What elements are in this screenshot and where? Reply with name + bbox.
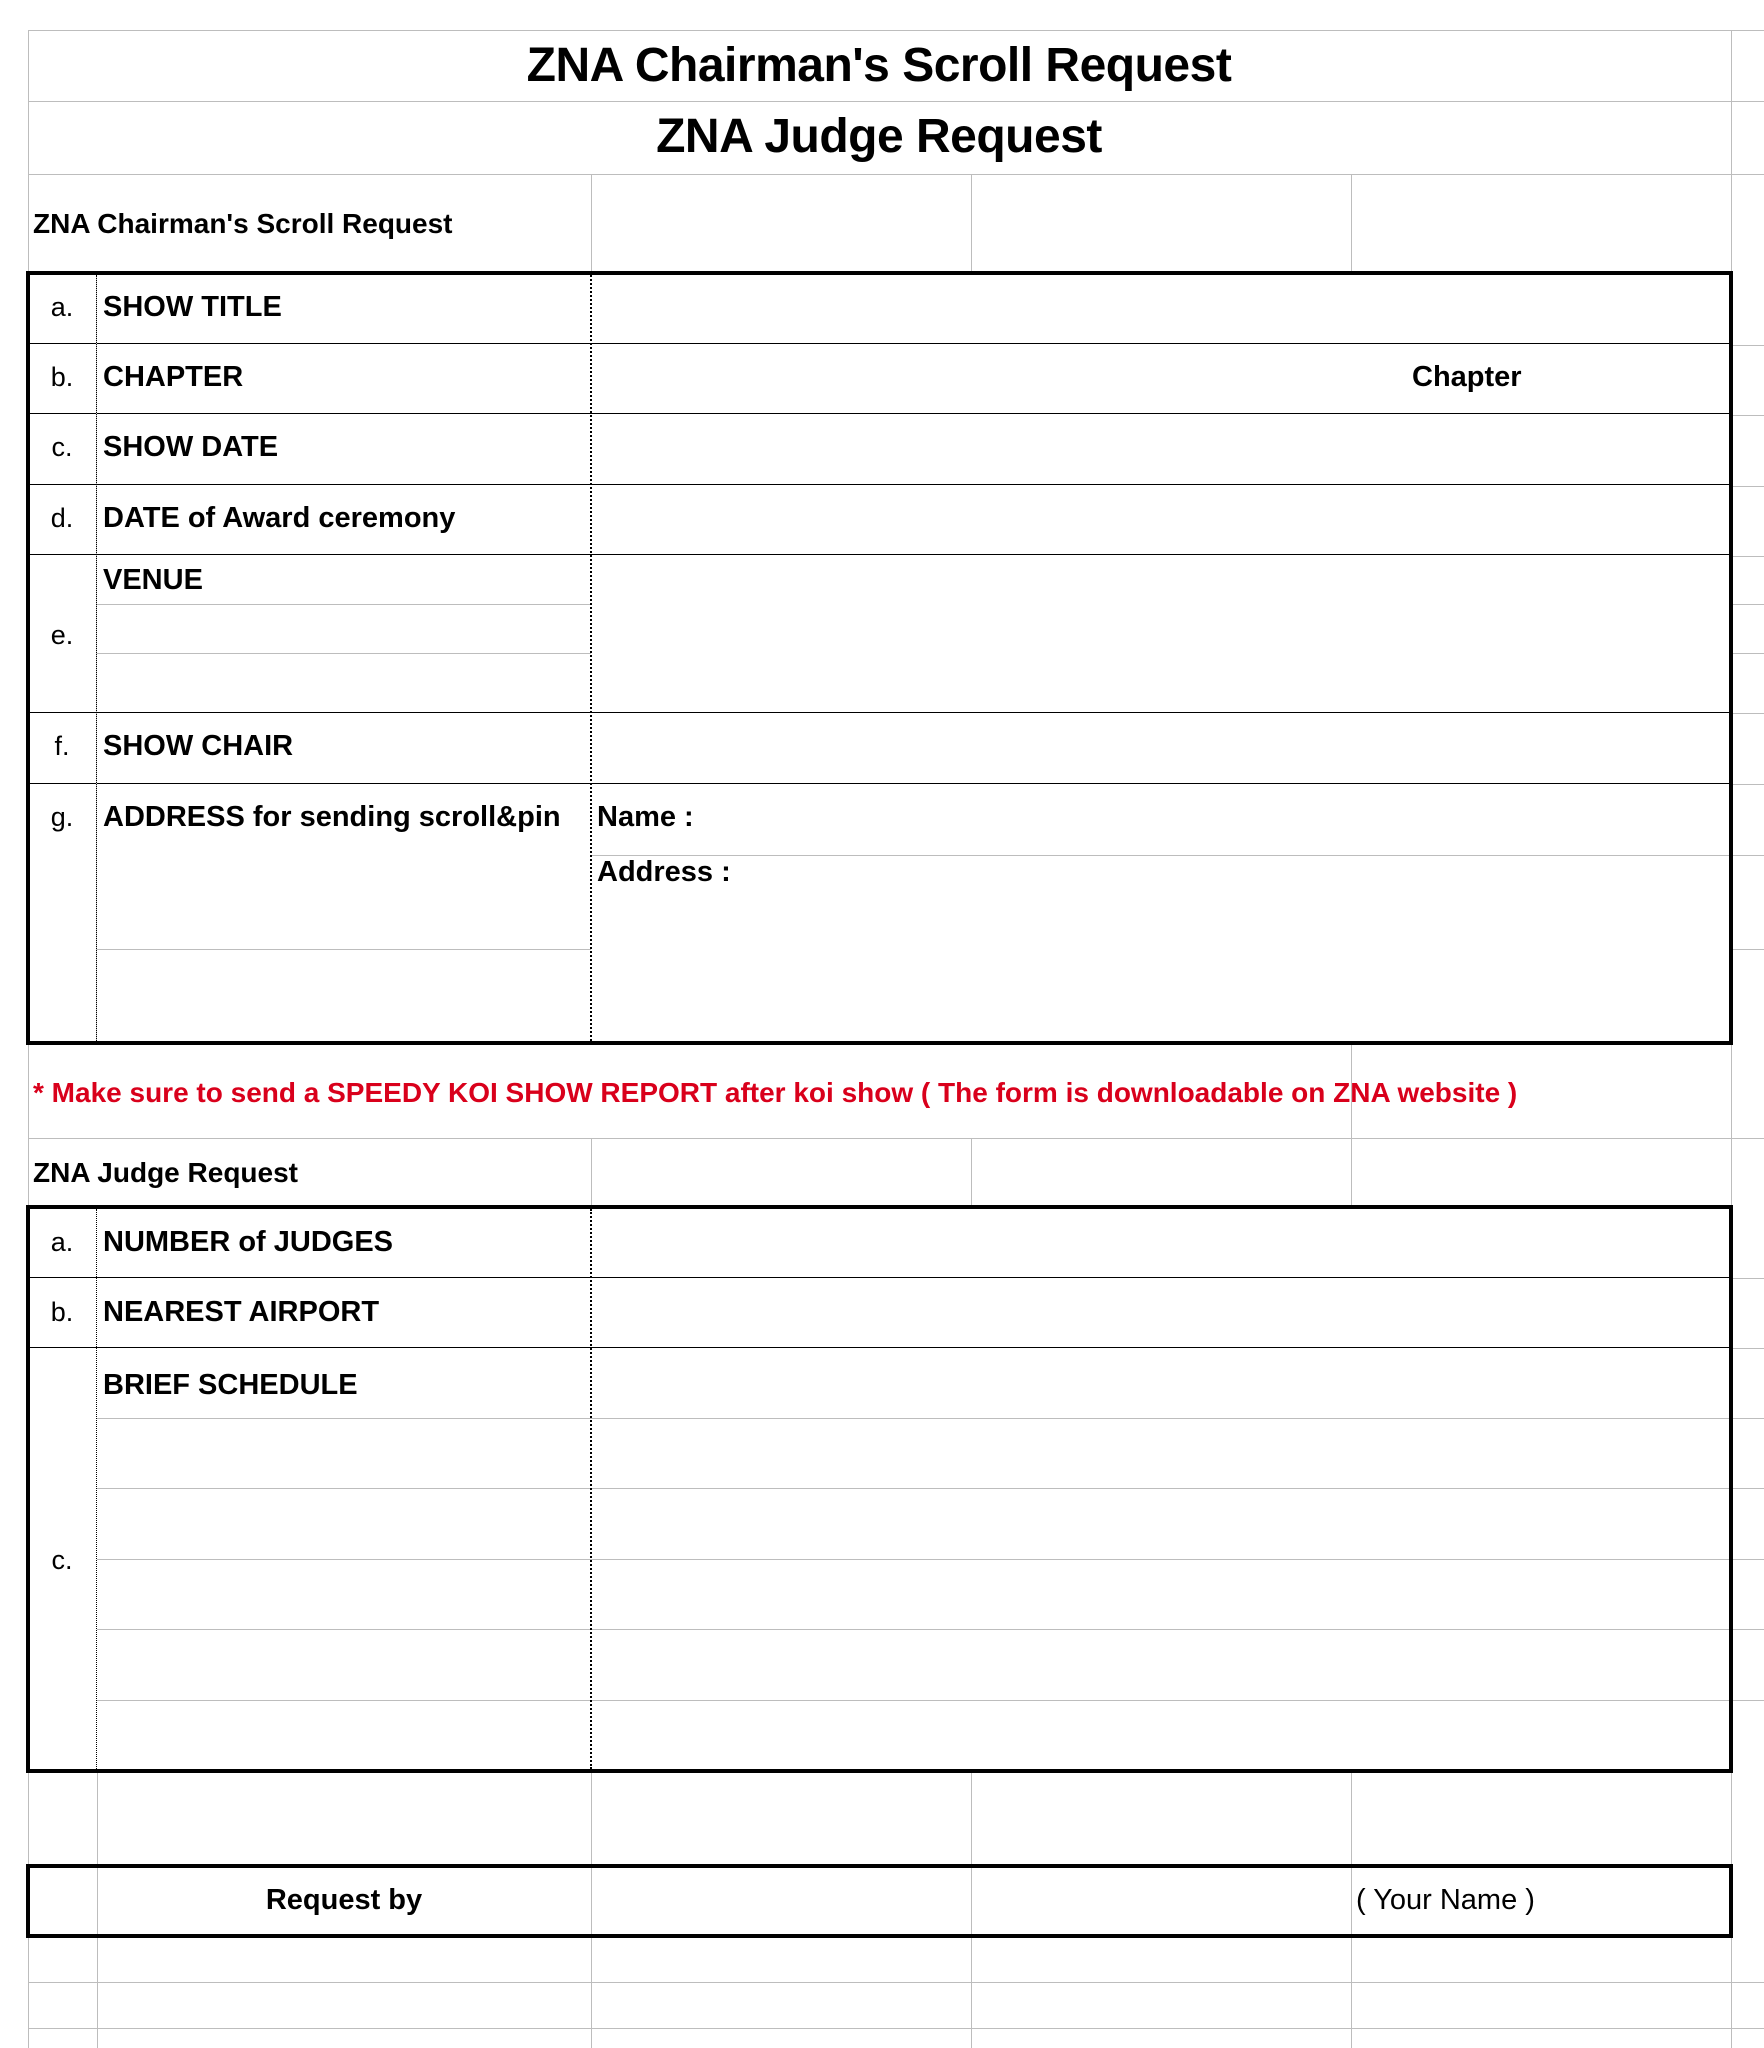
form-subtitle: ZNA Judge Request bbox=[656, 110, 1102, 163]
form-title: ZNA Chairman's Scroll Request bbox=[526, 39, 1232, 92]
scroll-section-heading: ZNA Chairman's Scroll Request bbox=[33, 208, 453, 239]
speedy-report-note: * Make sure to send a SPEEDY KOI SHOW REPORT after koi show ( The form is downloadable on ZNA website ) bbox=[33, 1077, 1518, 1108]
address-field-label: Address : bbox=[597, 856, 731, 888]
your-name-placeholder[interactable]: ( Your Name ) bbox=[1356, 1884, 1535, 1916]
venue-label: VENUE bbox=[103, 564, 203, 596]
chapter-suffix: Chapter bbox=[1412, 361, 1522, 393]
address-label: ADDRESS for sending scroll&pin bbox=[103, 801, 561, 833]
judge-section-heading: ZNA Judge Request bbox=[33, 1157, 298, 1188]
brief-schedule-label: BRIEF SCHEDULE bbox=[103, 1369, 358, 1401]
name-field-label: Name : bbox=[597, 801, 694, 833]
show-date-label: SHOW DATE bbox=[103, 431, 279, 463]
number-of-judges-label: NUMBER of JUDGES bbox=[103, 1226, 394, 1258]
chapter-label: CHAPTER bbox=[103, 361, 244, 393]
judge-request-box bbox=[26, 1205, 1733, 1773]
show-chair-label: SHOW CHAIR bbox=[103, 730, 294, 762]
nearest-airport-label: NEAREST AIRPORT bbox=[103, 1296, 380, 1328]
show-title-label: SHOW TITLE bbox=[103, 291, 282, 323]
request-by-label: Request by bbox=[265, 1884, 423, 1916]
award-date-label: DATE of Award ceremony bbox=[103, 502, 456, 534]
